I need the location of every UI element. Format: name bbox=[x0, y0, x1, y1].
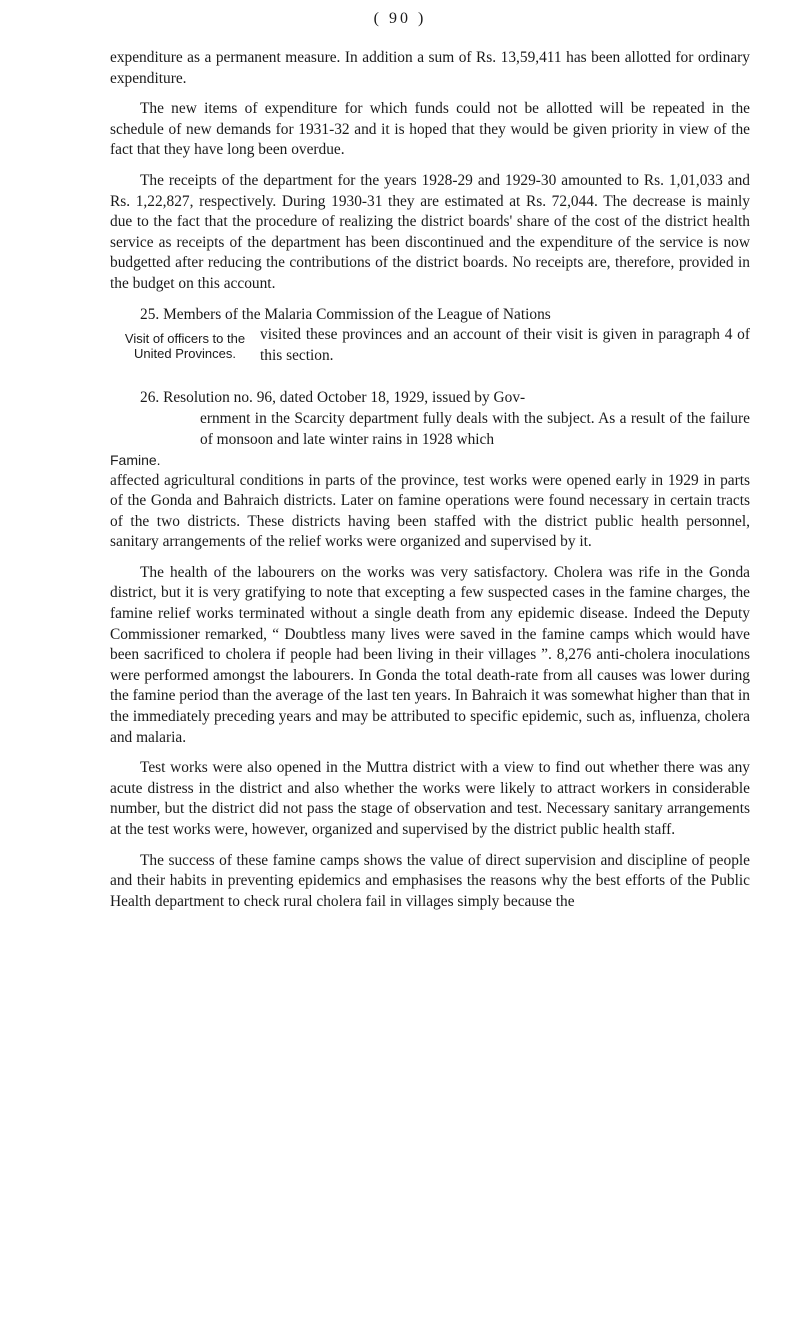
section-25-row bbox=[110, 325, 750, 366]
section-26-text bbox=[200, 409, 750, 450]
paragraph-receipts: The receipts of the department for the years 1928-29 and 1929-30 amounted to Rs. 1,01,033 and Rs. 1,22,827, respectively. During 1930-31 they are estimated at Rs. 72,044. The decrease is mainly due to the fact that the procedure of realizing the district boards' share of the cost of the district health service as receipts of the department has been discontinued and the expenditure of the service is now budgetted after reducing the contributions of the district boards. No receipts are, therefore, provided in the budget on this account. bbox=[110, 171, 750, 292]
section-26-body: ernment in the Scarcity department fully deals with the subject. As a result of the failure of monsoon and late winter rains in 1928 which bbox=[200, 409, 750, 448]
page-number: ( 90 ) bbox=[373, 10, 427, 27]
paragraph-new-items: The new items of expenditure for which funds could not be allotted will be repeated in the schedule of new demands for 1931-32 and it is hoped that they would be given priority in view of the fact that they have long been overdue. bbox=[110, 100, 750, 159]
side-heading-visit-of-officers: Visit of officers to the United Provinces. bbox=[124, 331, 246, 362]
section-26-continued: affected agricultural conditions in parts of the province, test works were opened early in 1929 in parts of the Gonda and Bahraich districts. Later on famine operations were found necessary in certain tracts of the two districts. These districts having been staffed with the district public health personnel, sanitary arrangements of the relief works were organized and supervised by it. bbox=[110, 471, 750, 551]
section-25-text bbox=[260, 325, 750, 366]
section-25-lead: 25. Members of the Malaria Commission of the League of Nations bbox=[140, 305, 551, 323]
paragraph-expenditure-continued: expenditure as a permanent measure. In addition a sum of Rs. 13,59,411 has been allotted for ordinary expenditure. bbox=[110, 49, 750, 87]
page-body bbox=[110, 48, 750, 922]
section-26 bbox=[110, 388, 750, 553]
paragraph-success-of-famine-camps: The success of these famine camps shows the value of direct supervision and discipline of people and their habits in preventing epidemics and emphasises the reasons why the best efforts of the Public Health department to check rural cholera fail in villages simply because the bbox=[110, 851, 750, 910]
section-25 bbox=[110, 305, 750, 367]
section-26-lead: 26. Resolution no. 96, dated October 18, 1929, issued by Gov- bbox=[140, 389, 526, 407]
section-25-body: visited these provinces and an account of their visit is given in paragraph 4 of this section. bbox=[260, 326, 750, 364]
paragraph-health-of-labourers: The health of the labourers on the works was very satisfactory. Cholera was rife in the Gonda district, but it is very gratifying to note that excepting a few suspected cases in the famine charges, the famine relief works terminated without a single death from any epidemic disease. Indeed the Deputy Commissioner remarked, “ Doubtless many lives were saved in the famine camps which would have been sacrificed to cholera if people had been living in their villages ”. 8,276 anti-cholera inoculations were performed amongst the labourers. In Gonda the total death-rate from all causes was lower during the famine period than the average of the last ten years. In Bahraich it was somewhat higher than that in the immediately preceding years and may be attributed to specific epidemic, such as, influenza, cholera and malaria. bbox=[110, 563, 750, 746]
side-heading-famine: Famine. bbox=[110, 451, 161, 468]
section-26-row bbox=[110, 409, 750, 471]
paragraph-test-works-muttra: Test works were also opened in the Muttra district with a view to find out whether there was any acute distress in the district and also whether the works were likely to attract workers in considerable number, but the district did not pass the stage of observation and test. Necessary sanitary arrangements at the test works were, however, organized and supervised by the district public health staff. bbox=[110, 759, 750, 838]
